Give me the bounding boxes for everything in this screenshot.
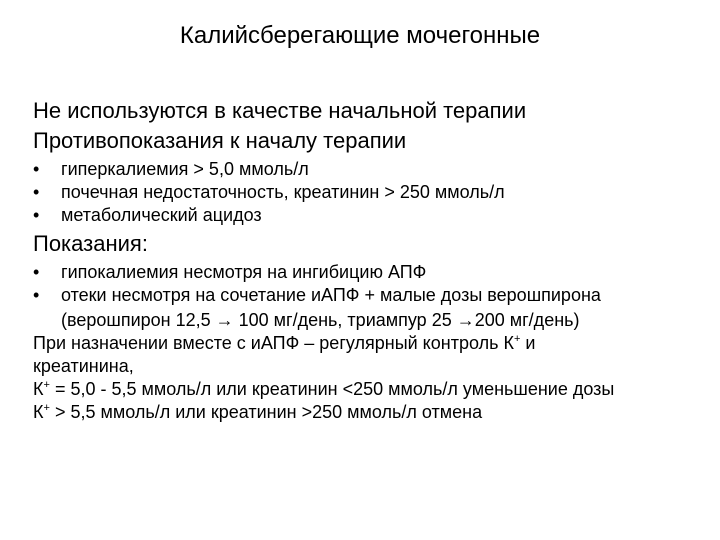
dose-reduction-text: = 5,0 - 5,5 ммоль/л или креатинин <250 ммоль/л уменьшение дозы — [49, 379, 615, 399]
contraindications-list — [33, 158, 713, 227]
contraindication-text: почечная недостаточность, креатинин > 250 ммоль/л — [61, 182, 505, 202]
bullet-icon: • — [33, 182, 40, 202]
contraindication-text: гиперкалиемия > 5,0 ммоль/л — [61, 159, 309, 179]
withdrawal-text: > 5,5 ммоль/л или креатинин >250 ммоль/л отмена — [49, 402, 483, 422]
contraindication-item — [33, 181, 713, 204]
bullet-icon: • — [33, 205, 40, 225]
dose-reduction-rule — [33, 378, 713, 401]
contraindication-item — [33, 204, 713, 227]
bullet-icon: • — [33, 262, 40, 282]
withdrawal-rule — [33, 401, 713, 424]
potassium-symbol: К — [33, 379, 44, 399]
potassium-symbol: К — [33, 402, 44, 422]
intro-line-first-line: Не используются в качестве начальной терапии — [33, 98, 527, 123]
slide-content — [33, 96, 713, 424]
bullet-icon: • — [33, 159, 40, 179]
monitoring-line-continued: креатинина, — [33, 356, 134, 376]
monitoring-line — [33, 332, 713, 355]
indication-text: гипокалиемия несмотря на ингибицию АПФ — [61, 262, 427, 282]
potassium-superscript: + — [513, 333, 521, 345]
potassium-superscript: + — [43, 402, 50, 414]
contraindication-text: метаболический ацидоз — [61, 205, 262, 225]
monitoring-text-end: и — [520, 333, 536, 353]
indication-text: отеки несмотря на сочетание иАПФ + малые дозы верошпирона — [61, 285, 601, 305]
potassium-superscript: + — [43, 379, 50, 391]
slide-title: Калийсберегающие мочегонные — [179, 22, 541, 49]
contraindication-item — [33, 158, 713, 181]
bullet-icon: • — [33, 285, 40, 305]
dosage-note: (верошпирон 12,5 → 100 мг/день, триампур 25 →200 мг/день) — [61, 310, 580, 330]
indications-list — [33, 261, 713, 307]
indications-heading: Показания: — [33, 231, 148, 256]
contraindications-heading: Противопоказания к началу терапии — [33, 128, 407, 153]
indication-item — [33, 284, 713, 307]
indication-item — [33, 261, 713, 284]
monitoring-text: При назначении вместе с иАПФ – регулярный контроль К — [33, 333, 514, 353]
